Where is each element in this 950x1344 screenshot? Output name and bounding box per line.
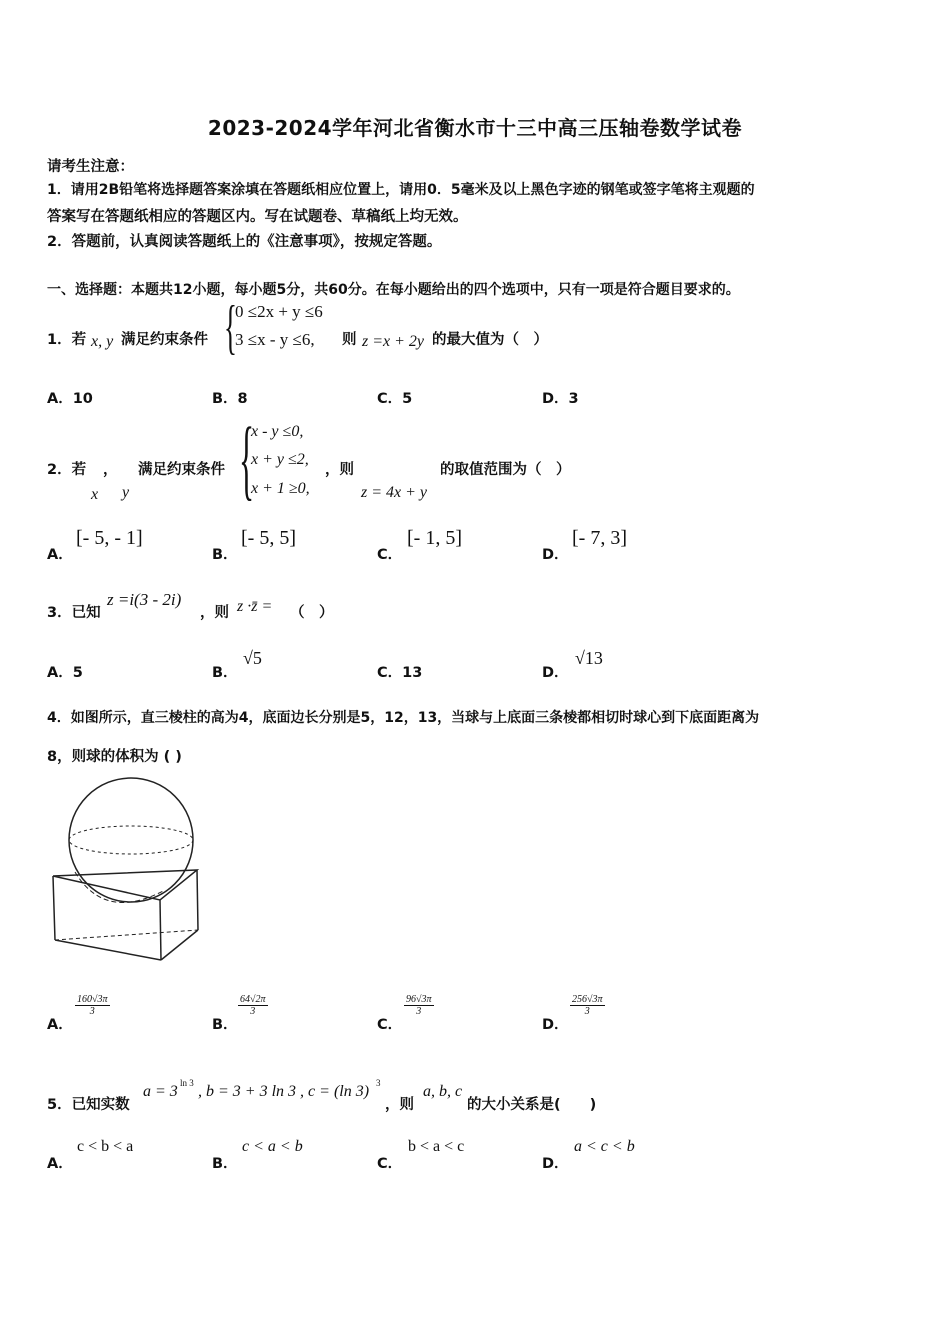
q1-brace: {: [224, 294, 237, 360]
q5-option-a[interactable]: A．: [47, 1156, 73, 1172]
q1-prefix: 1．若: [47, 332, 87, 348]
q3-option-b-value: √5: [243, 648, 262, 668]
q5-option-d-value: a < c < b: [574, 1138, 635, 1155]
q3-suffix: （ ）: [290, 605, 334, 621]
q2-option-b[interactable]: B．: [212, 547, 238, 563]
page-title: 2023-2024学年河北省衡水市十三中高三压轴卷数学试卷: [207, 116, 743, 140]
q2-constraint-2: x + y ≤2,: [251, 451, 309, 468]
q1-then: 则: [342, 332, 357, 348]
q5-exp-1: ln 3: [180, 1078, 194, 1088]
notice-line-1: 1．请用2B铅笔将选择题答案涂填在答题纸相应位置上，请用0．5毫米及以上黑色字迹的钢笔或签字笔将主观题的: [47, 182, 755, 198]
section-heading: 一、选择题：本题共12小题，每小题5分，共60分。在每小题给出的四个选项中，只有一项是符合题目要求的。: [47, 282, 740, 298]
q1-vars: x, y: [91, 333, 114, 350]
q3-option-d[interactable]: D．: [542, 665, 569, 681]
q2-option-b-value: [- 5, 5]: [241, 527, 296, 549]
q4-option-b[interactable]: B．: [212, 1017, 238, 1033]
q5-suffix: 的大小关系是( ): [467, 1097, 597, 1113]
q4-option-c-den: 3: [416, 1006, 422, 1017]
q2-var-x: x: [91, 486, 99, 503]
q3-option-d-value: √13: [575, 648, 603, 668]
q4-option-d-num: 256√3π: [572, 994, 603, 1005]
q2-option-c-value: [- 1, 5]: [407, 527, 462, 549]
q4-line-2: 8，则球的体积为 ( ): [47, 749, 182, 765]
q4-option-d-den: 3: [584, 1006, 590, 1017]
q5-option-c-value: b < a < c: [408, 1138, 465, 1155]
q4-option-c-num: 96√3π: [406, 994, 432, 1005]
q4-option-d[interactable]: D．: [542, 1017, 569, 1033]
q1-constraint-1: 0 ≤2x + y ≤6: [235, 302, 323, 321]
q1-option-d[interactable]: D．3: [542, 391, 579, 407]
q4-option-a-num: 160√3π: [77, 994, 108, 1005]
q4-option-c[interactable]: C．: [377, 1017, 403, 1033]
q4-option-a[interactable]: A．: [47, 1017, 73, 1033]
q4-option-b-den: 3: [250, 1006, 256, 1017]
q4-option-b-value: [238, 994, 268, 1017]
q2-constraint-1: x - y ≤0,: [251, 423, 304, 440]
q5-prefix: 5．已知实数: [47, 1097, 130, 1113]
q1-suffix: 的最大值为（ ）: [432, 332, 548, 348]
q5-exp-2: 3: [376, 1078, 381, 1088]
q2-constraint-3: x + 1 ≥0,: [251, 480, 310, 497]
q5-vars: a, b, c: [423, 1083, 463, 1100]
q1-mid: 满足约束条件: [121, 332, 208, 348]
notice-line-1b: 答案写在答题纸相应的答题区内。写在试题卷、草稿纸上均无效。: [47, 209, 468, 225]
q3-option-b[interactable]: B．: [212, 665, 238, 681]
q1-option-a[interactable]: A．10: [47, 391, 93, 407]
q1-option-b[interactable]: B．8: [212, 391, 248, 407]
q5-expr-a: a = 3: [143, 1083, 178, 1100]
q2-then: ，则: [325, 462, 354, 478]
q5-option-b[interactable]: B．: [212, 1156, 238, 1172]
q2-option-d[interactable]: D．: [542, 547, 569, 563]
q5-option-a-value: c < b < a: [77, 1138, 134, 1155]
q2-sep: ，: [103, 462, 118, 478]
q4-option-d-value: [570, 994, 605, 1017]
q2-suffix: 的取值范围为（ ）: [440, 462, 571, 478]
q4-line-1: 4．如图所示，直三棱柱的高为4，底面边长分别是5，12，13，当球与上底面三条棱都相切时球心到下底面距离为: [47, 710, 760, 726]
q5-option-b-value: c < a < b: [242, 1138, 303, 1155]
q2-var-y: y: [122, 484, 130, 501]
q2-option-a[interactable]: A．: [47, 547, 73, 563]
q2-brace: {: [239, 410, 255, 509]
prism-sphere-figure: [45, 772, 205, 962]
q3-prefix: 3．已知: [47, 605, 101, 621]
q5-option-c[interactable]: C．: [377, 1156, 403, 1172]
notice-line-2: 2．答题前，认真阅读答题纸上的《注意事项》，按规定答题。: [47, 234, 442, 250]
q3-mid: ，则: [200, 605, 229, 621]
q2-expr: z = 4x + y: [361, 484, 428, 501]
q2-option-c[interactable]: C．: [377, 547, 403, 563]
q2-prefix: 2．若: [47, 462, 87, 478]
q1-constraint-2: 3 ≤x - y ≤6,: [235, 330, 315, 349]
q3-expr: z =i(3 - 2i): [107, 590, 182, 609]
q5-option-d[interactable]: D．: [542, 1156, 569, 1172]
q3-option-a[interactable]: A．5: [47, 665, 83, 681]
q2-option-d-value: [- 7, 3]: [572, 527, 627, 549]
q4-option-c-value: [404, 994, 434, 1017]
q3-expr2: z ·z̄ =: [237, 598, 273, 615]
notice-heading: 请考生注意：: [47, 159, 134, 175]
q2-option-a-value: [- 5, - 1]: [76, 527, 143, 549]
q3-option-c[interactable]: C．13: [377, 665, 423, 681]
q2-mid: 满足约束条件: [138, 462, 225, 478]
q5-then: ，则: [385, 1097, 414, 1113]
q5-expr-b: , b = 3 + 3 ln 3 , c = (ln 3): [198, 1083, 370, 1100]
q4-option-a-value: [75, 994, 110, 1017]
q4-option-b-num: 64√2π: [240, 994, 266, 1005]
q1-expr: z =x + 2y: [362, 333, 425, 350]
q1-option-c[interactable]: C．5: [377, 391, 413, 407]
q4-option-a-den: 3: [89, 1006, 95, 1017]
